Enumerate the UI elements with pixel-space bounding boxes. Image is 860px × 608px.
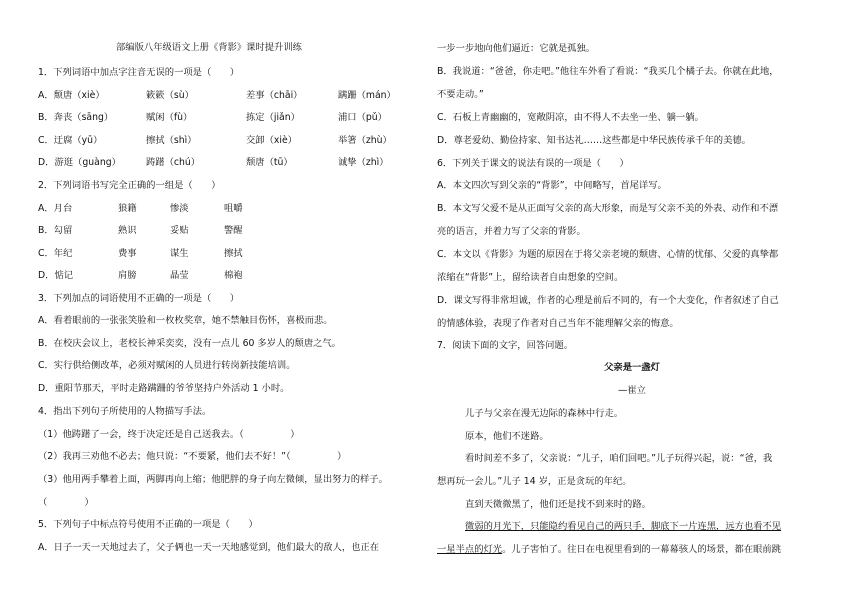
q5-option-b: B．我说道：“爸爸，你走吧。”他往车外看了看说：“我买几个橘子去。你就在此地， xyxy=(437,66,779,77)
question-7-stem: 7．阅读下面的文字，回答问题。 xyxy=(437,340,574,351)
q5-option-b-continued: 不要走动。” xyxy=(437,89,484,100)
q4-item-3: （3）他用两手攀着上面，两脚再向上缩；他肥胖的身子向左微倾，显出努力的样子。 xyxy=(38,474,388,485)
q1-b-3: 拣定（jiǎn） xyxy=(246,112,300,123)
q6-option-d: D．课文写得非常坦诚，作者的心理是前后不同的，有一个大变化，作者叙述了自己 xyxy=(437,295,779,306)
passage-paragraph-3-continued: 想再玩一会儿。”儿子 14 岁，正是贪玩的年纪。 xyxy=(437,476,632,487)
passage-paragraph-5-continued xyxy=(437,544,781,556)
q2-c-4: 擦拭 xyxy=(224,248,243,259)
question-6-stem: 6．下列关于课文的说法有误的一项是（ ） xyxy=(437,158,629,169)
passage-paragraph-4: 直到天微微黑了，他们还是找不到来时的路。 xyxy=(465,499,651,510)
q6-option-c: C．本文以《背影》为题的原因在于将父亲老境的颓唐、心情的忧郁、父爱的真挚都 xyxy=(437,249,779,260)
q1-d-4: 诚挚（zhì） xyxy=(338,157,389,168)
q1-c-2: 擦拭（shì） xyxy=(146,135,197,146)
q6-option-b: B．本文写父爱不是从正面写父亲的高大形象，而是写父亲不美的外表、动作和不漂 xyxy=(437,203,779,214)
q3-option-d: D．重阳节那天，平时走路蹒跚的爷爷坚持户外活动 1 小时。 xyxy=(38,383,290,394)
q2-a-1: A．月台 xyxy=(38,203,73,214)
q2-b-2: 熟识 xyxy=(118,225,137,236)
q5-option-d: D．尊老爱幼、勤俭持家、知书达礼……这些都是中华民族传承千年的美德。 xyxy=(437,135,751,146)
q2-c-1: C．年纪 xyxy=(38,248,73,259)
passage-author: —崔立 xyxy=(618,385,646,396)
q1-b-2: 赋闲（fù） xyxy=(146,112,193,123)
question-4-stem: 4．指出下列句子所使用的人物描写手法。 xyxy=(38,406,212,417)
q4-item-3-blank: （ ） xyxy=(38,497,94,508)
q1-d-2: 踌躇（chú） xyxy=(146,157,201,168)
passage-underlined-sentence: 微弱的月光下，只能隐约看见自己的两只手，脚底下一片连黑，远方也看不见 xyxy=(465,521,782,532)
q3-option-a: A．看着眼前的一张张笑脸和一枚枚奖章，她不禁触目伤怀，喜极而悲。 xyxy=(38,315,333,326)
q1-b-1: B．奔丧（sāng） xyxy=(38,112,114,123)
q1-c-3: 交卸（xiè） xyxy=(246,135,297,146)
passage-underlined-end: 一星半点的灯光 xyxy=(437,544,503,555)
q4-item-1: （1）他踌躇了一会，终于决定还是自己送我去。（ ） xyxy=(38,429,300,440)
q2-a-2: 狼籍 xyxy=(118,203,137,214)
q2-b-4: 警醒 xyxy=(224,225,243,236)
q2-c-2: 费事 xyxy=(118,248,137,259)
q1-a-2: 簌簌（sù） xyxy=(146,90,194,101)
q1-d-3: 颓唐（tū） xyxy=(246,157,293,168)
q3-option-b: B．在校庆会议上，老校长神采奕奕，没有一点儿 60 多岁人的颓唐之气。 xyxy=(38,338,342,349)
q5-option-a-continued: 一步一步地向他们逼近：它就是孤独。 xyxy=(437,43,596,54)
q6-option-c-continued: 浓缩在“背影”上，留给读者自由想象的空间。 xyxy=(437,272,624,283)
q1-d-1: D．游逛（guàng） xyxy=(38,157,121,168)
q5-option-c: C．石板上青幽幽的，宽敞阴凉，由不得人不去坐一坐、躺一躺。 xyxy=(437,112,704,123)
q2-a-4: 咀嚼 xyxy=(224,203,243,214)
q2-d-1: D．惦记 xyxy=(38,270,74,281)
question-3-stem: 3．下列加点的词语使用不正确的一项是（ ） xyxy=(38,293,240,304)
q1-a-3: 差事（chāi） xyxy=(246,90,303,101)
q1-a-1: A．颓唐（xiè） xyxy=(38,90,105,101)
q1-c-1: C．迂腐（yū） xyxy=(38,135,103,146)
passage-paragraph-2: 原本，他们不迷路。 xyxy=(465,431,549,442)
question-1-stem: 1．下列词语中加点字注音无误的一项是（ ） xyxy=(38,67,240,78)
q2-a-3: 惨淡 xyxy=(170,203,189,214)
q2-d-4: 棉袍 xyxy=(224,270,243,281)
q2-c-3: 谋生 xyxy=(170,248,189,259)
question-5-stem: 5．下列句子中标点符号使用不正确的一项是（ ） xyxy=(38,519,258,530)
document-title: 部编版八年级语文上册《背影》课时提升训练 xyxy=(116,42,302,53)
q2-b-3: 妥贴 xyxy=(170,225,189,236)
passage-paragraph-3: 看时间差不多了，父亲说：“儿子，咱们回吧。”儿子玩得兴起，说：“爸，我 xyxy=(465,453,773,464)
q5-option-a: A．日子一天一天地过去了，父子俩也一天一天地感觉到，他们最大的敌人，也正在 xyxy=(38,542,380,553)
q3-option-c: C．实行供给侧改革，必须对赋闲的人员进行转岗新技能培训。 xyxy=(38,360,296,371)
q4-item-2: （2）我再三劝他不必去；他只说：“不要紧，他们去不好！”（ ） xyxy=(38,451,347,462)
passage-paragraph-5-tail: 。儿子害怕了。往日在电视里看到的一幕幕骇人的场景，都在眼前跳 xyxy=(502,544,782,555)
q2-b-1: B．勾留 xyxy=(38,225,73,236)
q6-option-d-continued: 的情感体验，表现了作者对自己当年不能理解父亲的悔意。 xyxy=(437,318,679,329)
q1-c-4: 举箸（zhù） xyxy=(338,135,392,146)
passage-title: 父亲是一盏灯 xyxy=(604,362,660,373)
q6-option-a: A．本文四次写到父亲的“背影”，中间略写，首尾详写。 xyxy=(437,180,667,191)
q1-a-4: 蹒跚（mán） xyxy=(338,90,396,101)
q2-d-3: 晶莹 xyxy=(170,270,189,281)
q1-b-4: 浦口（pǔ） xyxy=(338,112,387,123)
q6-option-b-continued: 亮的语言，并着力写了父亲的背影。 xyxy=(437,226,586,237)
question-2-stem: 2．下列词语书写完全正确的一组是（ ） xyxy=(38,180,221,191)
q2-d-2: 肩膀 xyxy=(118,270,137,281)
passage-paragraph-1: 儿子与父亲在漫无边际的森林中行走。 xyxy=(465,408,624,419)
